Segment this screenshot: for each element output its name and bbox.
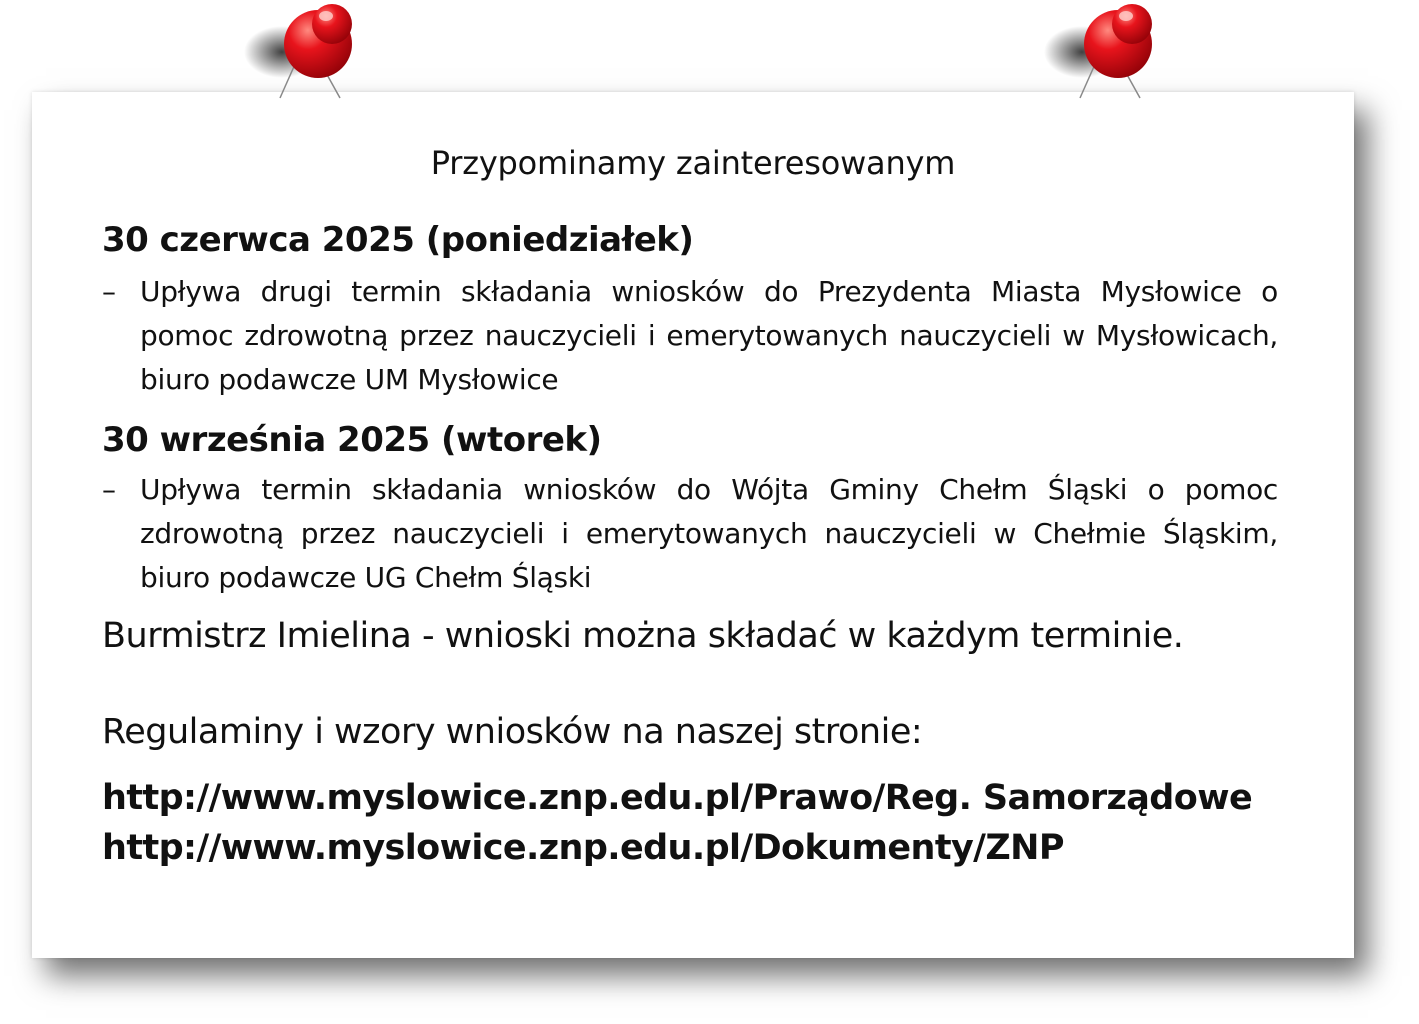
regulations-link[interactable]: http://www.myslowice.znp.edu.pl/Prawo/Reg. Samorządowe [102, 778, 1253, 818]
pushpin-icon [240, 0, 380, 110]
pushpin-icon [1040, 0, 1180, 110]
notice-paper [32, 92, 1354, 958]
deadline-item-2 [102, 468, 1278, 600]
bullet-marker: – [102, 473, 116, 506]
documents-link[interactable]: http://www.myslowice.znp.edu.pl/Dokumenty/ZNP [102, 828, 1064, 868]
bullet-marker: – [102, 275, 116, 308]
deadline-text-1: Upływa drugi termin składania wniosków do Prezydenta Miasta Mysłowice o pomoc zdrowotną przez nauczycieli i emerytowanych nauczycieli w Mysłowicach, biuro podawcze UM Mysłowice [140, 275, 1278, 396]
deadline-text-2: Upływa termin składania wniosków do Wójta Gminy Chełm Śląski o pomoc zdrowotną przez nauczycieli i emerytowanych nauczycieli w Chełmie Śląskim, biuro podawcze UG Chełm Śląski [140, 473, 1278, 594]
deadline-item-1 [102, 270, 1278, 402]
imielin-note: Burmistrz Imielina - wnioski można składać w każdym terminie. [102, 616, 1184, 656]
notice-title: Przypominamy zainteresowanym [430, 144, 956, 182]
deadline-heading-1: 30 czerwca 2025 (poniedziałek) [102, 220, 694, 260]
links-intro: Regulaminy i wzory wniosków na naszej stronie: [102, 712, 923, 752]
deadline-heading-2: 30 września 2025 (wtorek) [102, 420, 602, 460]
